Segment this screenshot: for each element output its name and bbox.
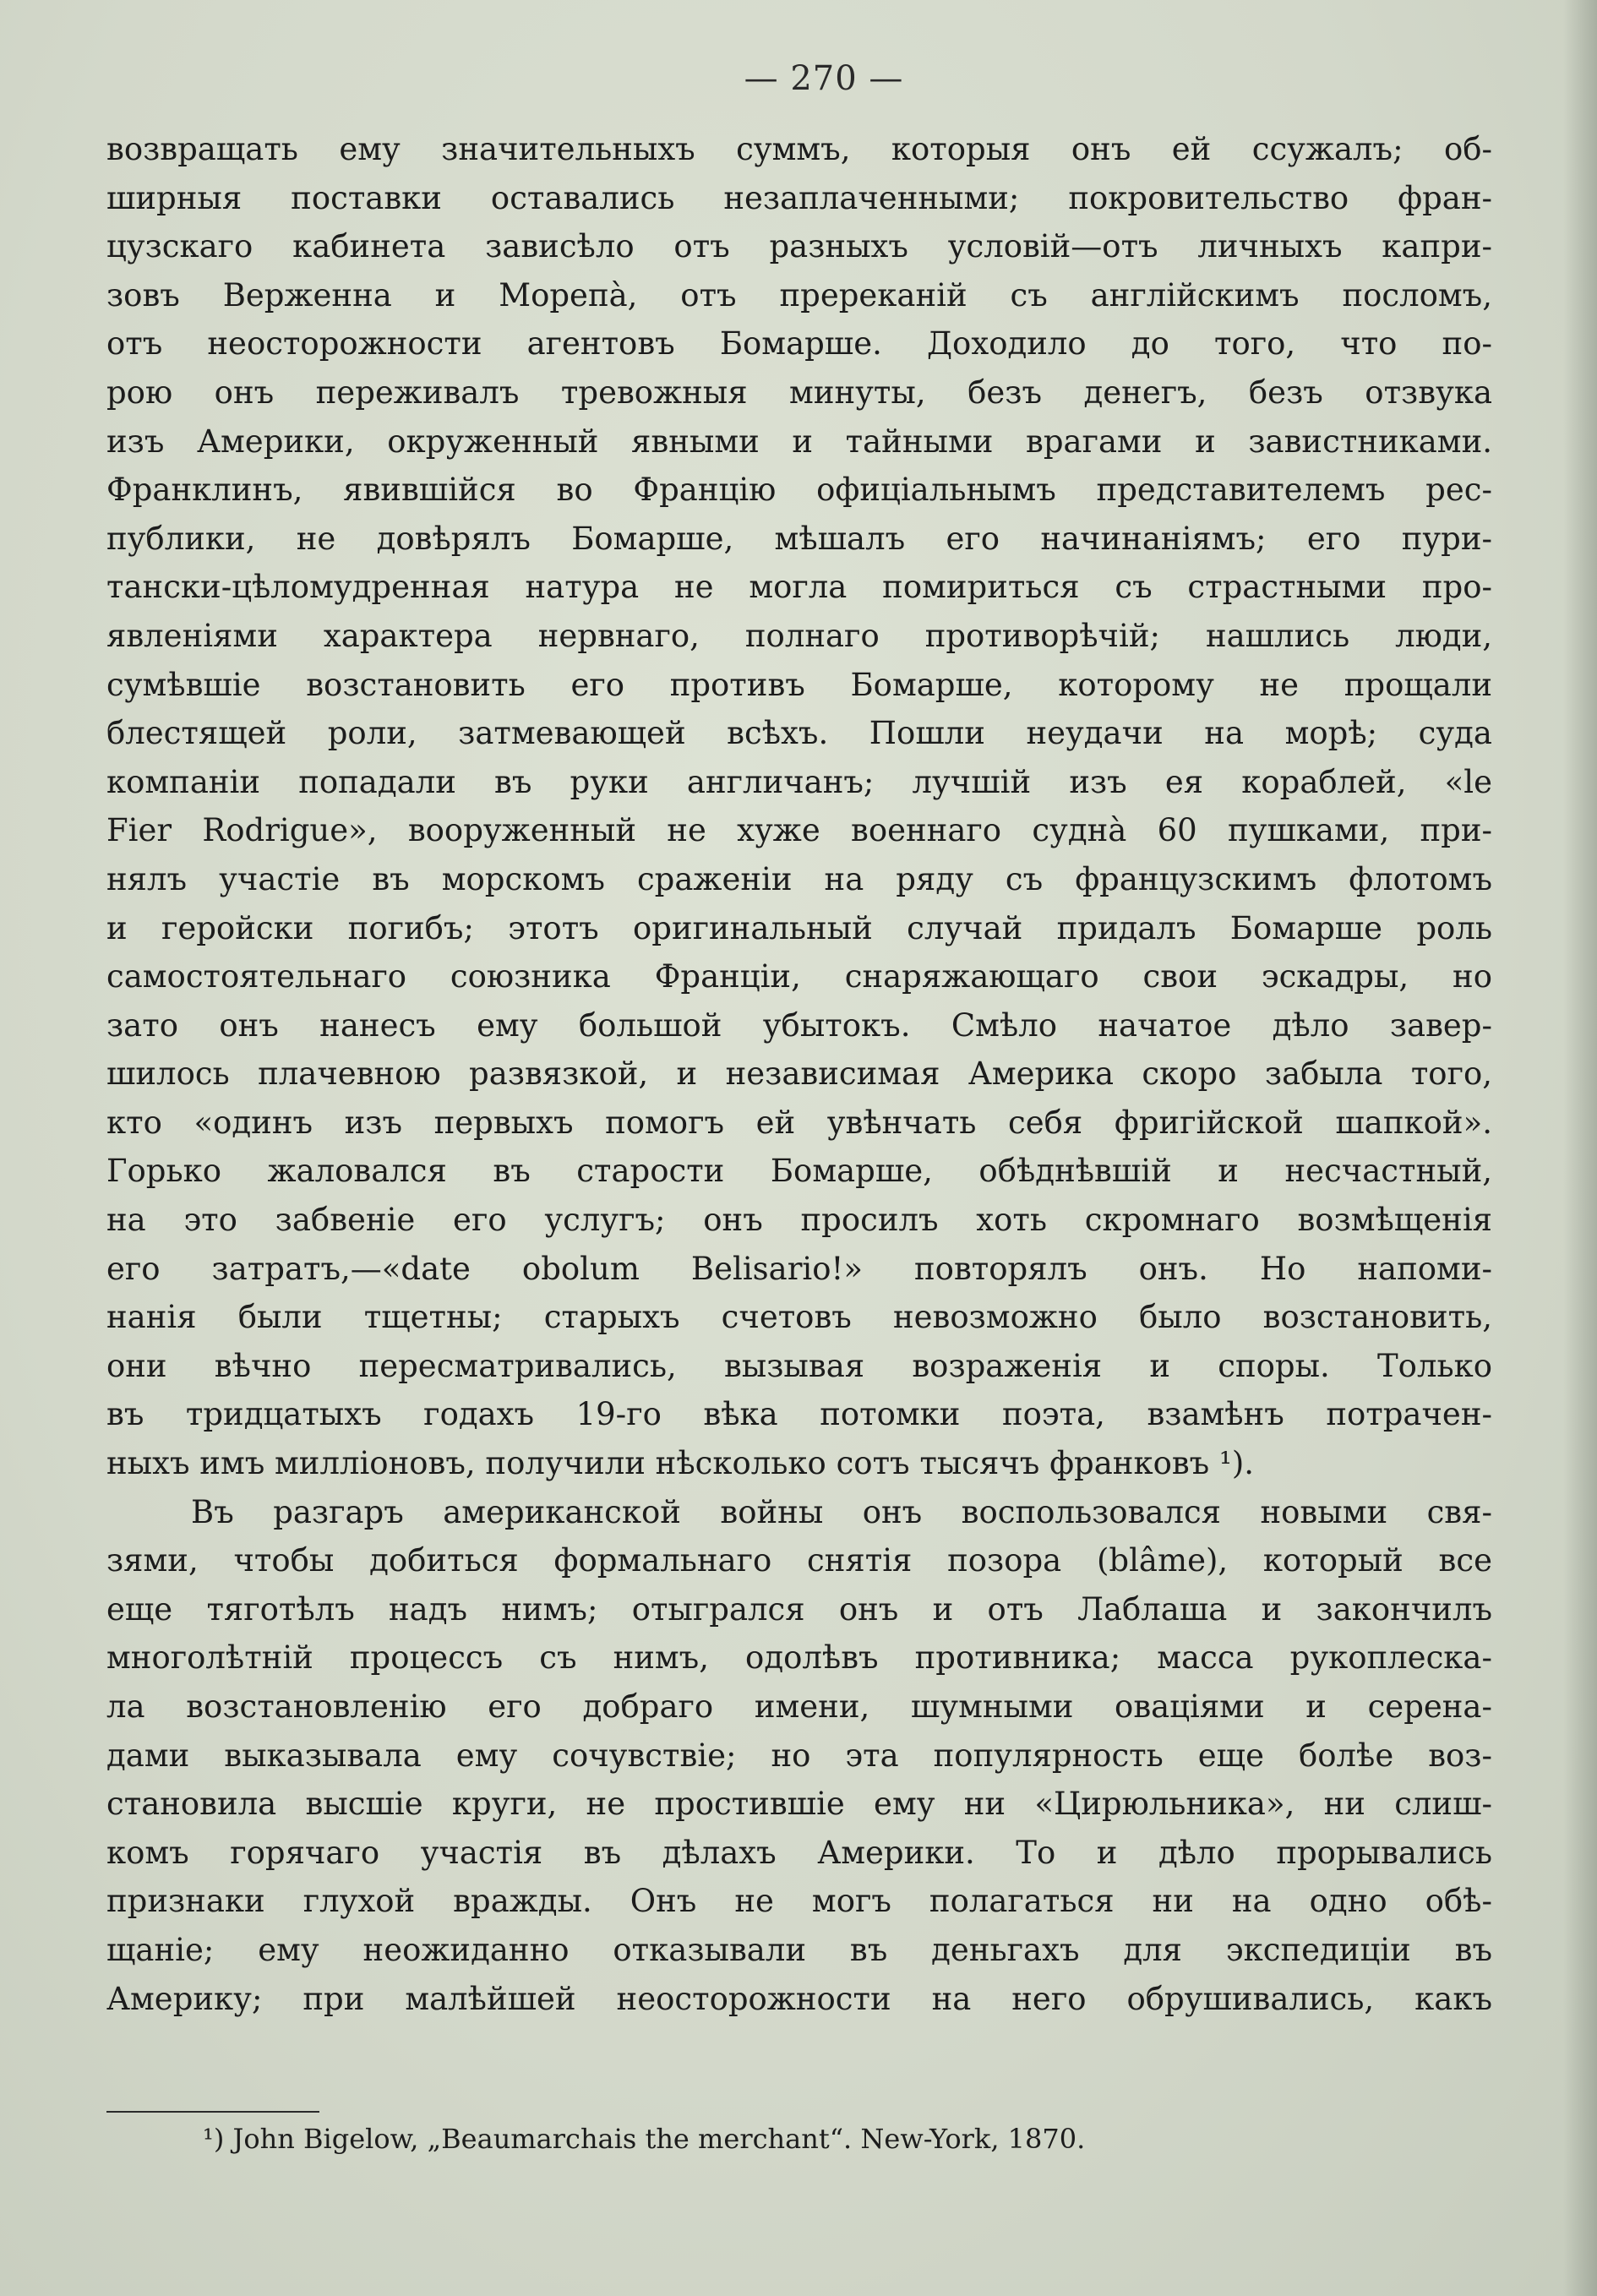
text-line: зовъ Верженна и Морепа̀, отъ пререканій съ англійскимъ посломъ, [106,276,1492,314]
text-line: нялъ участіе въ морскомъ сраженіи на ряду съ французскимъ флотомъ [106,860,1492,897]
text-line: на это забвеніе его услугъ; онъ просилъ хоть скромнаго возмѣщенія [106,1202,1492,1239]
text-line: Горько жаловался въ старости Бомарше, обѣднѣвшій и несчастный, [106,1153,1492,1190]
text-line: сумѣвшіе возстановить его противъ Бомарше, которому не прощали [106,666,1492,703]
text-line: зато онъ нанесъ ему большой убытокъ. Смѣло начатое дѣло завер- [106,1006,1492,1044]
text-line: нанія были тщетны; старыхъ счетовъ невозможно было возстановить, [106,1299,1492,1336]
text-line: изъ Америки, окруженный явными и тайными врагами и завистниками. [106,423,1492,460]
text-line: самостоятельнаго союзника Франціи, снаряжающаго свои эскадры, но [106,958,1492,995]
text-line: ширныя поставки оставались незаплаченными; покровительство фран- [106,179,1492,216]
text-line: компаніи попадали въ руки англичанъ; лучшій изъ ея кораблей, «le [106,763,1492,800]
text-line: тански-цѣломудренная натура не могла помириться съ страстными про- [106,569,1492,606]
text-line: Fier Rodrigue», вооруженный не хуже военнаго судна̀ 60 пушками, при- [106,812,1492,849]
page-number: — 270 — [744,59,904,98]
text-line: въ тридцатыхъ годахъ 19-го вѣка потомки поэта, взамѣнъ потрачен- [106,1396,1492,1433]
text-line: шилось плачевною развязкой, и независимая Америка скоро забыла того, [106,1055,1492,1093]
text-line: зями, чтобы добиться формальнаго снятія позора (blâme), который все [106,1542,1492,1579]
text-line: Франклинъ, явившійся во Францію офиціальнымъ представителемъ рес- [106,472,1492,509]
text-line: цузскаго кабинета зависѣло отъ разныхъ условій—отъ личныхъ капри- [106,228,1492,265]
text-line: кто «одинъ изъ первыхъ помогъ ей увѣнчать себя фригійской шапкой». [106,1104,1492,1141]
text-line: явленіями характера нервнаго, полнаго противорѣчій; нашлись люди, [106,617,1492,654]
body-text [106,125,1492,2023]
text-line: публики, не довѣрялъ Бомарше, мѣшалъ его начинаніямъ; его пури- [106,520,1492,557]
footnote: ¹) John Bigelow, „Beaumarchais the merchant“. New-York, 1870. [203,2123,1086,2155]
text-line: многолѣтній процессъ съ нимъ, одолѣвъ противника; масса рукоплеска- [106,1639,1492,1677]
text-line: рою онъ переживалъ тревожныя минуты, безъ денегъ, безъ отзвука [106,374,1492,411]
text-line: и геройски погибъ; этотъ оригинальный случай придалъ Бомарше роль [106,909,1492,946]
text-line: еще тяготѣлъ надъ нимъ; отыгрался онъ и отъ Лаблаша и закончилъ [106,1590,1492,1628]
text-line: его затратъ,—«date obolum Belisario!» повторялъ онъ. Но напоми- [106,1250,1492,1287]
text-line: дами выказывала ему сочувствіе; но эта популярность еще болѣе воз- [106,1737,1492,1774]
text-line: признаки глухой вражды. Онъ не могъ полагаться ни на одно обѣ- [106,1883,1492,1920]
text-line: они вѣчно пересматривались, вызывая возраженія и споры. Только [106,1347,1492,1384]
text-line: отъ неосторожности агентовъ Бомарше. Доходило до того, что по- [106,325,1492,363]
text-line: блестящей роли, затмевающей всѣхъ. Пошли неудачи на морѣ; суда [106,715,1492,752]
text-line: Въ разгаръ американской войны онъ воспользовался новыми свя- [191,1493,1492,1530]
text-line: ныхъ имъ милліоновъ, получили нѣсколько сотъ тысячъ франковъ ¹). [106,1445,1255,1482]
text-line: ла возстановленію его добраго имени, шумными оваціями и серена- [106,1688,1492,1725]
text-line: щаніе; ему неожиданно отказывали въ деньгахъ для экспедиціи въ [106,1931,1492,1968]
text-line: Америку; при малѣйшей неосторожности на него обрушивались, какъ [106,1980,1492,2017]
text-line: становила высшіе круги, не простившіе ему ни «Цирюльника», ни слиш- [106,1786,1492,1823]
page-edge-shadow [1563,0,1597,2296]
text-line: комъ горячаго участія въ дѣлахъ Америки. То и дѣло прорывались [106,1834,1492,1871]
footnote-divider [106,2111,319,2113]
text-line: возвращать ему значительныхъ суммъ, которыя онъ ей ссужалъ; об- [106,131,1492,167]
